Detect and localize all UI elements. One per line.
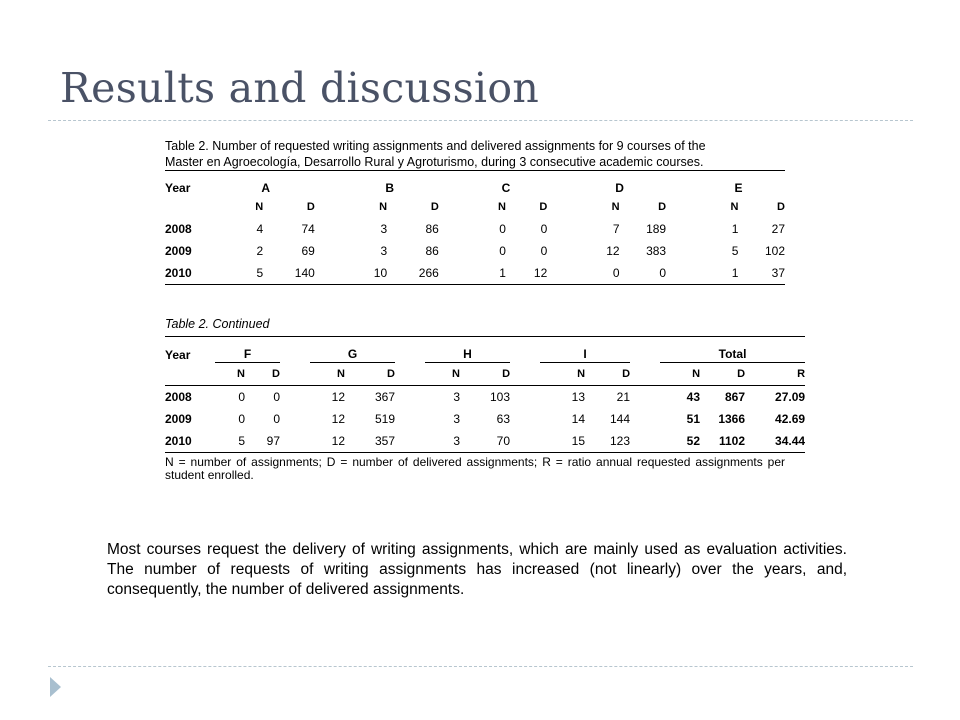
table-cell: 1 xyxy=(465,262,506,285)
sub-header: N xyxy=(540,363,585,386)
table-sub-header-row xyxy=(165,196,785,218)
group-header-b: B xyxy=(341,171,439,197)
group-header-e: E xyxy=(692,171,785,197)
table-cell: 52 xyxy=(660,430,700,453)
group-header-f: F xyxy=(215,337,280,363)
table-cell: 13 xyxy=(540,386,585,409)
table-row xyxy=(165,240,785,262)
table-cell: 5 xyxy=(215,430,245,453)
slide-title: Results and discussion xyxy=(60,64,540,112)
table-cell: 14 xyxy=(571,412,586,426)
table-cell: 0 xyxy=(499,244,506,258)
table-cell: 0 xyxy=(215,386,245,409)
table-cell: 12 xyxy=(506,262,547,285)
table-cell: 0 xyxy=(540,222,548,236)
table-cell: 2 xyxy=(256,244,264,258)
table-cell: 27 xyxy=(771,222,785,236)
table-cell: 10 xyxy=(341,262,387,285)
sub-header: N xyxy=(660,363,700,386)
table-cell: 3 xyxy=(380,222,388,236)
body-paragraph: Most courses request the delivery of writing assignments, which are mainly used as evaluation activities. The number of requests of writing assignments has increased (not linearly) over the years, and, consequently, the number of delivered assignments. xyxy=(107,541,847,598)
table-footnote: N = number of assignments; D = number of delivered assignments; R = ratio annual requested assignments per student enrolled. xyxy=(165,455,785,482)
table-cell: 3 xyxy=(453,412,460,426)
table-cell: 144 xyxy=(609,412,631,426)
table-cell: 37 xyxy=(738,262,785,285)
table-cell: 4 xyxy=(256,222,264,236)
table-cell: 43 xyxy=(660,386,700,409)
table-caption-line2: Master en Agroecología, Desarrollo Rural y Agroturismo, during 3 consecutive academic courses. xyxy=(165,155,704,169)
sub-header: N xyxy=(425,363,460,386)
group-header-a: A xyxy=(217,171,315,197)
sub-header: N xyxy=(310,363,345,386)
group-header-total: Total xyxy=(660,337,805,363)
row-year: 2009 xyxy=(165,244,192,258)
table-cell: 0 xyxy=(540,244,548,258)
table-cell: 140 xyxy=(263,262,315,285)
table-cell: 70 xyxy=(460,430,510,453)
table-cell: 86 xyxy=(425,222,439,236)
group-header-g: G xyxy=(310,337,395,363)
table-1 xyxy=(165,170,785,285)
sub-header: D xyxy=(658,201,667,213)
table-cell: 0 xyxy=(245,386,280,409)
table-cell: 15 xyxy=(540,430,585,453)
table-cell: 42.69 xyxy=(775,412,806,426)
sub-header: D xyxy=(430,201,439,213)
table-cell: 3 xyxy=(380,244,388,258)
table-cell: 7 xyxy=(612,222,620,236)
table-cell: 12 xyxy=(310,386,345,409)
table-row xyxy=(165,262,785,285)
table-row xyxy=(165,408,805,430)
sub-header: D xyxy=(306,201,315,213)
group-header-c: C xyxy=(465,171,548,197)
table-cell: 27.09 xyxy=(745,386,805,409)
row-year: 2008 xyxy=(165,222,192,236)
table-group-header-row xyxy=(165,337,805,363)
sub-header: D xyxy=(245,363,280,386)
table-cell: 1102 xyxy=(700,430,745,453)
table-cell: 5 xyxy=(217,262,263,285)
row-year: 2009 xyxy=(165,412,192,426)
group-header-i: I xyxy=(540,337,630,363)
sub-header: D xyxy=(585,363,630,386)
table-continued-caption: Table 2. Continued xyxy=(165,317,270,331)
table-main xyxy=(165,138,785,285)
table-cell: 5 xyxy=(731,244,739,258)
sub-header: N xyxy=(497,201,506,213)
table-cell: 74 xyxy=(301,222,315,236)
table-cell: 383 xyxy=(646,244,667,258)
table-cell: 12 xyxy=(331,412,345,426)
table-cell: 1366 xyxy=(718,412,746,426)
table-cell: 86 xyxy=(425,244,439,258)
sub-header: D xyxy=(539,201,548,213)
table-sub-header-row xyxy=(165,363,805,386)
row-year: 2010 xyxy=(165,430,215,453)
sub-header: N xyxy=(611,201,620,213)
sub-header: N xyxy=(730,201,739,213)
table-row xyxy=(165,218,785,240)
year-header: Year xyxy=(165,171,217,197)
table-caption-line1: Table 2. Number of requested writing assignments and delivered assignments for 9 courses of the xyxy=(165,139,706,153)
table-cell: 97 xyxy=(245,430,280,453)
table-cell: 51 xyxy=(686,412,701,426)
table-cell: 63 xyxy=(496,412,511,426)
table-cell: 1 xyxy=(731,222,739,236)
sub-header: N xyxy=(379,201,388,213)
table-cell: 0 xyxy=(573,262,619,285)
table-cell: 0 xyxy=(238,412,245,426)
year-header: Year xyxy=(165,337,215,363)
table-cell: 12 xyxy=(310,430,345,453)
table-cell: 367 xyxy=(345,386,395,409)
sub-header: D xyxy=(460,363,510,386)
table-cell: 519 xyxy=(374,412,395,426)
table-cell: 0 xyxy=(620,262,667,285)
table-cell: 12 xyxy=(606,244,620,258)
table-cell: 69 xyxy=(301,244,315,258)
table-cell: 0 xyxy=(499,222,506,236)
row-year: 2010 xyxy=(165,262,217,285)
sub-header: D xyxy=(345,363,395,386)
table-cell: 3 xyxy=(425,386,460,409)
top-divider xyxy=(48,120,913,121)
table-cell: 21 xyxy=(585,386,630,409)
table-cell: 102 xyxy=(764,244,785,258)
triangle-right-icon xyxy=(50,677,61,697)
table-cell: 123 xyxy=(585,430,630,453)
group-header-h: H xyxy=(425,337,510,363)
table-cell: 357 xyxy=(345,430,395,453)
table-cell: 867 xyxy=(700,386,745,409)
sub-header: D xyxy=(700,363,745,386)
table-cell: 266 xyxy=(387,262,439,285)
table-group-header-row xyxy=(165,171,785,197)
table-cell: 103 xyxy=(460,386,510,409)
table-cell: 189 xyxy=(646,222,667,236)
sub-header: N xyxy=(215,363,245,386)
table-cell: 0 xyxy=(273,412,280,426)
sub-header: D xyxy=(777,201,785,213)
sub-header: R xyxy=(745,363,805,386)
table-row xyxy=(165,430,805,453)
table-row xyxy=(165,386,805,409)
sub-header: N xyxy=(255,201,264,213)
bottom-divider xyxy=(48,666,913,667)
table-cell: 1 xyxy=(692,262,738,285)
table-cell: 34.44 xyxy=(745,430,805,453)
group-header-d: D xyxy=(573,171,666,197)
table-2 xyxy=(165,336,805,453)
row-year: 2008 xyxy=(165,386,215,409)
table-cell: 3 xyxy=(425,430,460,453)
table-continued xyxy=(165,316,806,482)
